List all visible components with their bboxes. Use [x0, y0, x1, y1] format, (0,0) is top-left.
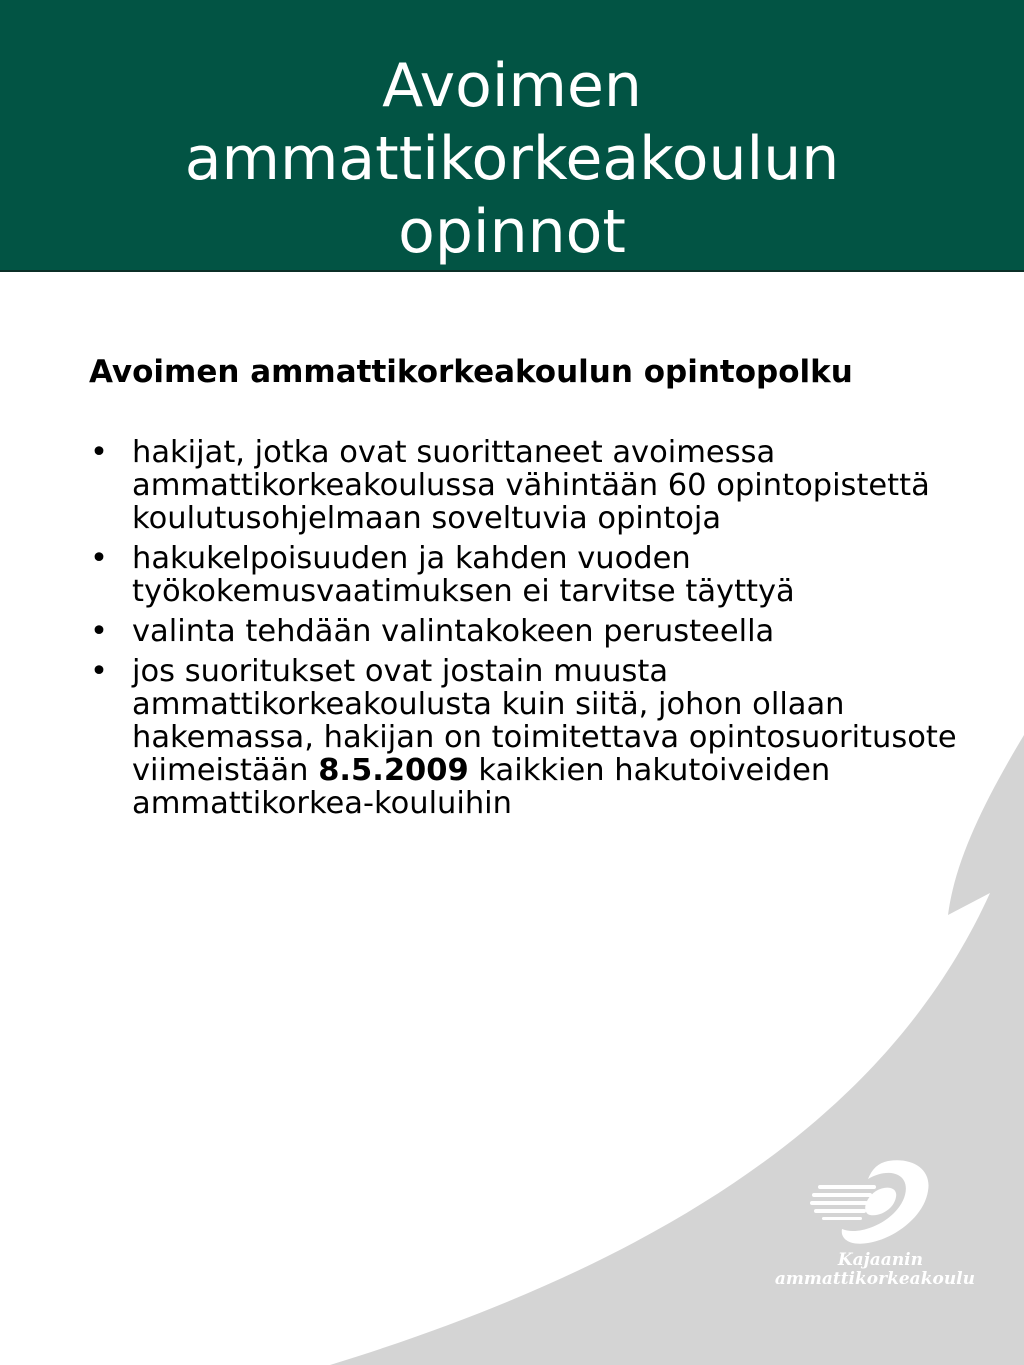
bullet-item-1: [90, 436, 990, 535]
bullet-item-4: [90, 655, 990, 820]
bullet-text: hakijat, jotka ovat suorittaneet avoimessa ammattikorkeakoulussa vähintään 60 opintopistettä koulutusohjelmaan soveltuvia opintoja: [132, 435, 930, 536]
title-line-2: ammattikorkeakoulun: [184, 124, 840, 194]
kajaanin-amk-logo: [770, 1155, 980, 1295]
deadline-date: 8.5.2009: [318, 753, 469, 788]
logo-line-2: ammattikorkeakoulu: [774, 1269, 975, 1289]
section-heading: Avoimen ammattikorkeakoulun opintopolku: [89, 354, 853, 390]
bullet-text: jos suoritukset ovat jostain muusta ammattikorkeakoulusta kuin siitä, johon ollaan hakemassa, hakijan on toimitettava opintosuoritusote viimeistään: [132, 654, 957, 788]
logo-wordmark: [770, 1251, 975, 1289]
title-banner: [0, 0, 1024, 272]
logo-emblem-icon: [810, 1155, 935, 1250]
bullet-text: hakukelpoisuuden ja kahden vuoden työkokemusvaatimuksen ei tarvitse täyttyä: [132, 541, 795, 609]
bullet-item-3: [90, 615, 990, 648]
title-line-1: Avoimen: [382, 51, 642, 121]
page-title: [60, 50, 964, 269]
bullet-text: valinta tehdään valintakokeen perusteella: [132, 614, 775, 649]
title-line-3: opinnot: [398, 197, 626, 267]
bullet-text: kaikkien hakutoiveiden ammattikorkea-kouluihin: [132, 753, 831, 821]
bullet-list: [90, 436, 990, 827]
logo-line-1: Kajaanin: [837, 1250, 923, 1270]
bullet-item-2: [90, 542, 990, 608]
